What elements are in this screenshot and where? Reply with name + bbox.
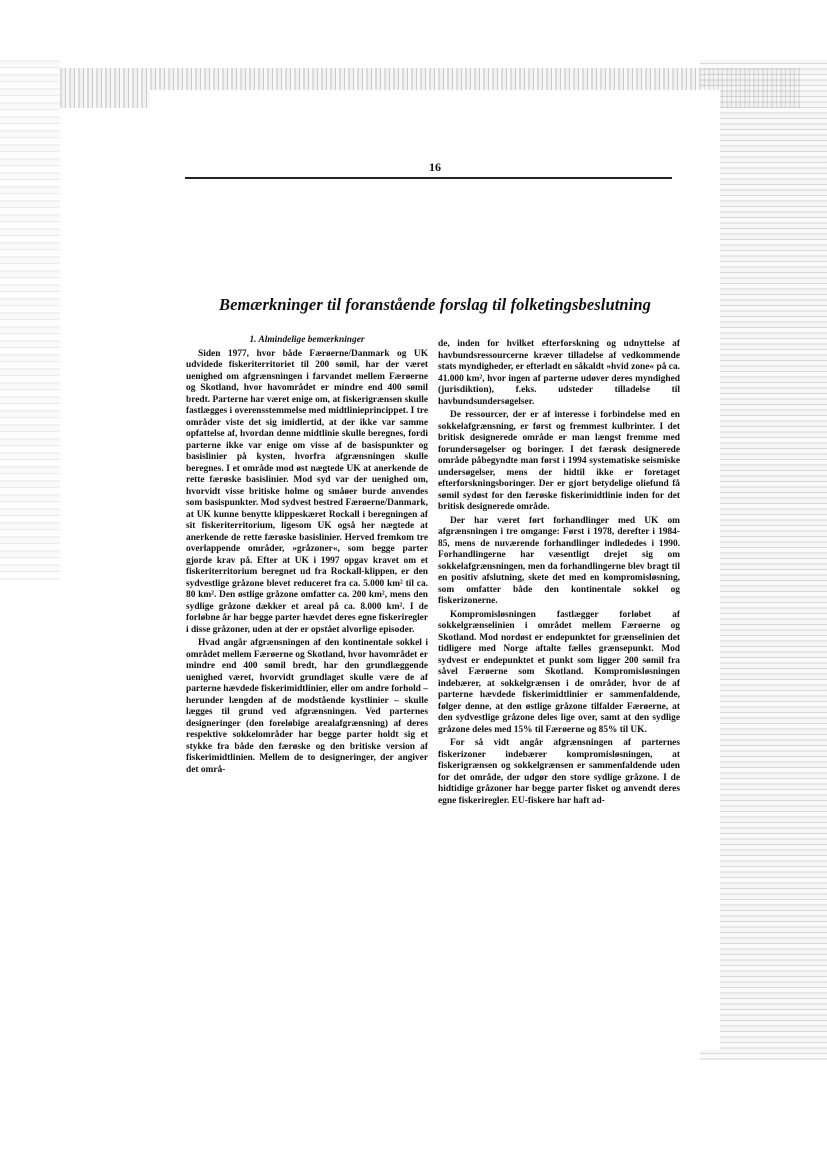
paragraph: Hvad angår afgrænsningen af den kontinentale sokkel i området mellem Færøerne og Skotland, hvor havområdet er mindre end 400 sømil bredt, har den grundlæggende uenighed været, hvorvidt grundlaget skulle være de af parterne hævdede fiskerimidtlinier, eller om andre forhold – herunder længden af de modstående kystlinier – skulle lægges til grund ved afgrænsningen. Ved parternes designeringer (den foreløbige arealafgrænsning) af deres respektive sokkelområder har begge parter holdt sig et stykke fra både den færøske og den britiske version af fiskerimidtlinien. Mellem de to designeringer, der angiver det områ- — [186, 638, 428, 775]
paragraph: Kompromisløsningen fastlægger forløbet af sokkelgrænselinien i området mellem Færøerne og Skotland. Mod nordøst er endepunktet for grænselinien det tidligere med Norge aftalte fælles grænsepunkt. Mod sydvest er endepunktet et punkt som ligger 200 sømil fra såvel Færøerne som Skotland. Kompromisløsningen indebærer, at sokkelgrænsen i de områder, hvor de af parterne hævdede fiskerimidtlinier er sammenfaldende, følger denne, at den østlige gråzone tilfalder Færøerne, at den sydvestlige gråzone deles lige over, samt at den sydlige gråzone deles med 15% til Færøerne og 85% til UK. — [438, 609, 680, 735]
paragraph: Siden 1977, hvor både Færøerne/Danmark og UK udvidede fiskeriterritoriet til 200 sømil, har der været uenighed om afgrænsningen i farvandet mellem Færøerne og Skotland, hvor havområdet er mindre end 400 sømil bredt. Parterne har været enige om, at fiskerigrænsen skulle fastlægges i overensstemmelse med midtlinieprincippet. I tre områder viste det sig imidlertid, at der ikke var samme opfattelse af, hvordan denne midtlinie skulle beregnes, fordi parterne ikke var enige om visse af de basispunkter og basislinier på kysten, hvorfra afgrænsningen skulle beregnes. I et område mod øst nægtede UK at anerkende de rette færøske basislinier. Mod syd var der uenighed om, hvorvidt visse britiske holme og småøer burde anvendes som basispunkter. Mod sydvest bestred Færøerne/Danmark, at UK kunne benytte klippeskæret Rockall i beregningen af sit fiskeriterritorium, ligesom UK også her nægtede at anerkende de rette færøske basislinier. Herved fremkom tre overlappende områder, »gråzoner«, som begge parter gjorde krav på. Efter at UK i 1997 opgav kravet om et fiskeriterritorium beregnet ud fra Rockall-klippen, er den sydvestlige gråzone blevet reduceret fra ca. 5.000 km² til ca. 80 km². Den østlige gråzone omfatter ca. 200 km², mens den sydlige gråzone dækker et areal på ca. 8.000 km². I de forløbne år har begge parter hævdet deres egne fiskeriregler i disse gråzoner, uden at der er opstået alvorlige episoder. — [186, 348, 428, 635]
right-column — [438, 339, 680, 807]
paragraph: Der har været ført forhandlinger med UK om afgrænsningen i tre omgange: Først i 1978, derefter i 1984-85, mens de nuværende forhandlinger indlededes i 1990. Forhandlingerne har væsentligt drejet sig om sokkelafgrænsningen, men da forhandlingerne blev bragt til en positiv afslutning, skete det med en kompromisløsning, som omfatter både den kontinentale sokkel og fiskerizonerne. — [438, 515, 680, 606]
paragraph: De ressourcer, der er af interesse i forbindelse med en sokkelafgrænsning, er først og fremmest kulbrinter. I det britisk designerede område er man længst fremme med forundersøgelser og boringer. I det færøsk designerede område påbegyndte man først i 1994 systematiske seismiske undersøgelser, mens der hidtil ikke er foretaget efterforskningsboringer. Der er gjort betydelige oliefund få sømil sydøst for den færøske fiskerimidtlinie inden for det britisk designerede område. — [438, 410, 680, 512]
section-subheading: 1. Almindelige bemærkninger — [249, 335, 365, 345]
document-page — [150, 90, 720, 1050]
left-column — [186, 335, 428, 776]
page-title: Bemærkninger til foranstående forslag til folketingsbeslutning — [218, 295, 652, 314]
page-number: 16 — [429, 160, 441, 174]
paragraph: de, inden for hvilket efterforskning og udnyttelse af havbundsressourcerne kræver tilladelse af vedkommende stats myndigheder, er efterladt en såkaldt »hvid zone« på ca. 41.000 km², hvor ingen af parterne udøver deres myndighed (jurisdiktion), f.eks. udsteder tilladelse til havbundsundersøgelser. — [438, 339, 680, 407]
header-rule — [185, 177, 672, 179]
paragraph: For så vidt angår afgrænsningen af parternes fiskerizoner indebærer kompromisløsningen, at fiskerigrænsen og sokkelgrænsen er sammenfaldende uden for det område, der udgør den store sydlige gråzone. I de hidtidige gråzoner har begge parter fisket og anvendt deres egne fiskeriregler. EU-fiskere har haft ad- — [438, 738, 680, 806]
scan-noise-left — [0, 60, 60, 580]
